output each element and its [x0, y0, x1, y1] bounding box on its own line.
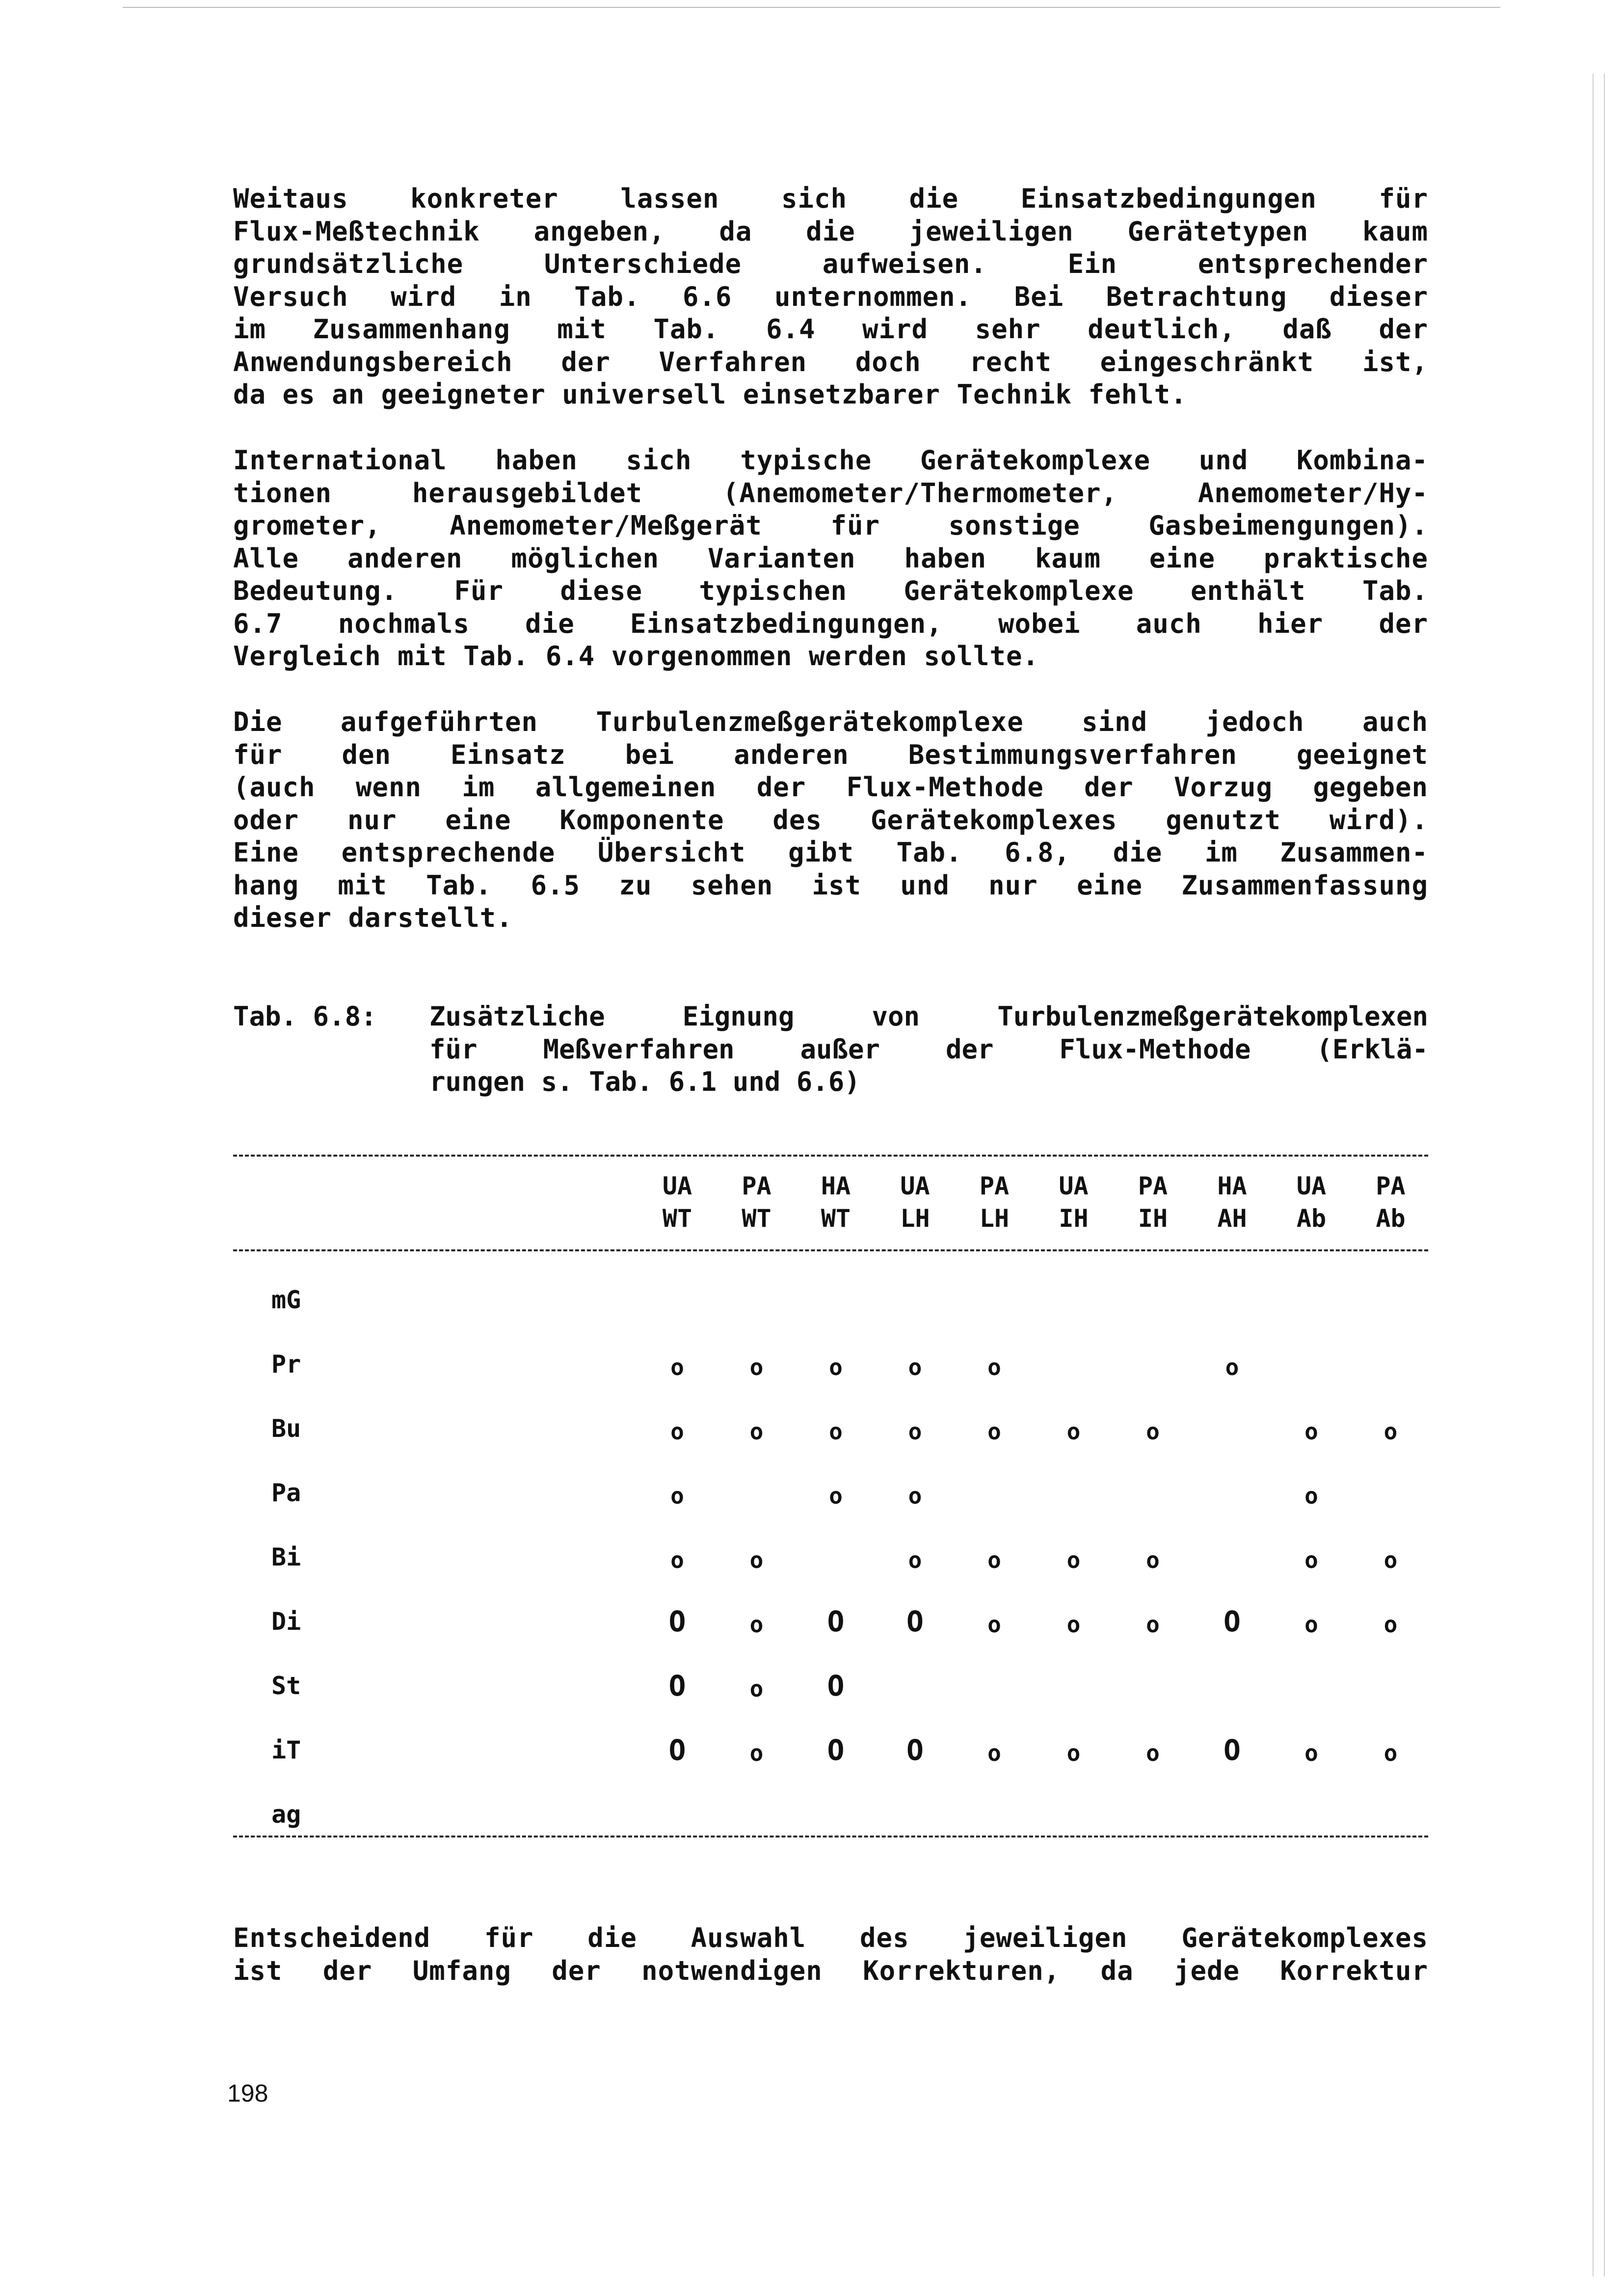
paragraph-1-line: im Zusammenhang mit Tab. 6.4 wird sehr deutlich, daß der: [233, 314, 1428, 345]
table-cell-mark: o: [670, 1483, 684, 1509]
row-label: Di: [271, 1607, 301, 1636]
column-header-top: PA: [1376, 1172, 1406, 1200]
table-cell-mark: o: [1146, 1418, 1160, 1445]
row-label: Bu: [271, 1414, 301, 1443]
table-cell-mark: o: [749, 1611, 764, 1638]
column-header-bottom: Ab: [1376, 1204, 1406, 1233]
column-header: [960, 1170, 1029, 1235]
table-cell-mark: o: [1384, 1740, 1398, 1766]
table-cell-mark: o: [1146, 1611, 1160, 1638]
table-cell-mark: o: [829, 1354, 843, 1380]
paragraph-2-line: tionen herausgebildet (Anemometer/Thermometer, Anemometer/Hy-: [233, 477, 1428, 509]
paragraph-2-line: 6.7 nochmals die Einsatzbedingungen, wobei auch hier der: [233, 608, 1428, 639]
column-header-bottom: WT: [662, 1204, 692, 1233]
column-header: [643, 1170, 712, 1235]
paragraph-3-line: (auch wenn im allgemeinen der Flux-Methode der Vorzug gegeben: [233, 772, 1428, 803]
table-caption-text: [429, 1000, 1428, 1099]
table-cell-mark: o: [670, 1547, 684, 1573]
table-cell-mark: o: [1304, 1483, 1318, 1509]
paragraph-1-line: grundsätzliche Unterschiede aufweisen. Ein entsprechender: [233, 248, 1428, 279]
column-header-top: UA: [662, 1172, 692, 1200]
caption-line: rungen s. Tab. 6.1 und 6.6): [429, 1066, 860, 1097]
table-cell-mark: o: [1066, 1740, 1081, 1766]
table-cell-mark: o: [749, 1675, 764, 1702]
table-cell-mark: o: [670, 1354, 684, 1380]
column-header-bottom: LH: [900, 1204, 930, 1233]
paragraph-3-line: Eine entsprechende Übersicht gibt Tab. 6.8, die im Zusammen-: [233, 837, 1428, 868]
paragraph-3-line: hang mit Tab. 6.5 zu sehen ist und nur eine Zusammenfassung: [233, 869, 1428, 901]
table-caption-label: Tab. 6.8:: [233, 1001, 377, 1032]
table-cell-mark: o: [749, 1418, 764, 1445]
table-cell-mark: o: [1384, 1611, 1398, 1638]
caption-line: für Meßverfahren außer der Flux-Methode (Erklä-: [429, 1033, 1428, 1065]
table-cell-mark: o: [987, 1740, 1001, 1766]
table-cell-mark: o: [670, 1418, 684, 1445]
column-header-top: PA: [742, 1172, 772, 1200]
table-cell-mark: O: [906, 1733, 924, 1767]
table-top-rule: [233, 1155, 1428, 1157]
table-cell-mark: o: [829, 1483, 843, 1509]
paragraph-1-line: Versuch wird in Tab. 6.6 unternommen. Bei Betrachtung dieser: [233, 281, 1428, 312]
table-cell-mark: O: [668, 1605, 686, 1638]
scan-right-edge: [1593, 74, 1594, 2276]
scan-right-edge-2: [1604, 74, 1605, 2276]
table-cell-mark: O: [827, 1733, 845, 1767]
table-header-rule: [233, 1249, 1428, 1251]
table-cell-mark: o: [987, 1611, 1001, 1638]
table-cell-mark: O: [827, 1605, 845, 1638]
column-header-bottom: LH: [979, 1204, 1010, 1233]
column-header: [881, 1170, 950, 1235]
table-cell-mark: O: [1224, 1605, 1241, 1638]
table-cell-mark: O: [1224, 1733, 1241, 1767]
table-cell-mark: o: [1304, 1740, 1318, 1766]
table-cell-mark: o: [908, 1483, 922, 1509]
column-header-top: PA: [1138, 1172, 1168, 1200]
table-cell-mark: o: [908, 1418, 922, 1445]
paragraph-1-line: Weitaus konkreter lassen sich die Einsatzbedingungen für: [233, 183, 1428, 214]
table-cell-mark: O: [827, 1669, 845, 1702]
paragraph-1-line: Anwendungsbereich der Verfahren doch recht eingeschränkt ist,: [233, 346, 1428, 378]
table-cell-mark: o: [749, 1547, 764, 1573]
table-cell-mark: o: [1384, 1418, 1398, 1445]
table-cell-mark: o: [829, 1418, 843, 1445]
paragraph-3: [233, 706, 1428, 935]
caption-line: Zusätzliche Eignung von Turbulenzmeßgerätekomplexen: [429, 1001, 1428, 1032]
paragraph-2-line: Bedeutung. Für diese typischen Gerätekomplexe enthält Tab.: [233, 575, 1428, 606]
column-header-bottom: WT: [821, 1204, 851, 1233]
table-cell-mark: o: [908, 1547, 922, 1573]
paragraph-4-line: Entscheidend für die Auswahl des jeweiligen Gerätekomplexes: [233, 1922, 1428, 1953]
table-cell-mark: o: [1066, 1418, 1081, 1445]
scan-top-edge: [123, 7, 1500, 8]
table-cell-mark: o: [1384, 1547, 1398, 1573]
paragraph-1-line: da es an geeigneter universell einsetzbarer Technik fehlt.: [233, 379, 1187, 410]
page-number: 198: [227, 2080, 268, 2107]
paragraph-2-line: Vergleich mit Tab. 6.4 vorgenommen werden sollte.: [233, 641, 1039, 672]
column-header: [722, 1170, 791, 1235]
paragraph-2: [233, 444, 1428, 673]
paragraph-2-line: grometer, Anemometer/Meßgerät für sonstige Gasbeimengungen).: [233, 510, 1428, 541]
paragraph-1: [233, 183, 1428, 411]
row-label: St: [271, 1672, 301, 1700]
table-cell-mark: o: [987, 1354, 1001, 1380]
table-bottom-rule: [233, 1836, 1428, 1837]
table-cell-mark: o: [749, 1354, 764, 1380]
table-cell-mark: O: [668, 1669, 686, 1702]
row-label: Pr: [271, 1350, 301, 1378]
table-cell-mark: o: [987, 1547, 1001, 1573]
paragraph-2-line: International haben sich typische Gerätekomplexe und Kombina-: [233, 445, 1428, 476]
table-cell-mark: o: [1146, 1740, 1160, 1766]
row-label: iT: [271, 1736, 301, 1764]
column-header: [1357, 1170, 1425, 1235]
column-header-bottom: AH: [1217, 1204, 1247, 1233]
column-header: [1118, 1170, 1187, 1235]
column-header-bottom: WT: [742, 1204, 772, 1233]
column-header: [1198, 1170, 1267, 1235]
column-header-top: UA: [1059, 1172, 1089, 1200]
paragraph-3-line: für den Einsatz bei anderen Bestimmungsverfahren geeignet: [233, 739, 1428, 770]
paragraph-4: [233, 1922, 1428, 1987]
row-label: ag: [271, 1800, 301, 1829]
table-cell-mark: o: [1304, 1611, 1318, 1638]
column-header-bottom: IH: [1138, 1204, 1168, 1233]
row-label: Pa: [271, 1479, 301, 1507]
paragraph-3-line: dieser darstellt.: [233, 902, 513, 933]
paragraph-1-line: Flux-Meßtechnik angeben, da die jeweiligen Gerätetypen kaum: [233, 216, 1428, 247]
column-header-bottom: Ab: [1296, 1204, 1327, 1233]
table-cell-mark: o: [1304, 1547, 1318, 1573]
table-cell-mark: o: [987, 1418, 1001, 1445]
table-cell-mark: O: [668, 1733, 686, 1767]
table-cell-mark: o: [1066, 1547, 1081, 1573]
table-cell-mark: o: [908, 1354, 922, 1380]
column-header-top: HA: [1217, 1172, 1247, 1200]
column-header-top: UA: [1296, 1172, 1327, 1200]
row-label: Bi: [271, 1543, 301, 1571]
column-header: [1277, 1170, 1346, 1235]
column-header: [801, 1170, 870, 1235]
column-header-top: UA: [900, 1172, 930, 1200]
table-cell-mark: O: [906, 1605, 924, 1638]
table-cell-mark: o: [1304, 1418, 1318, 1445]
column-header: [1039, 1170, 1108, 1235]
row-label: mG: [271, 1286, 301, 1314]
table-cell-mark: o: [749, 1740, 764, 1766]
paragraph-3-line: Die aufgeführten Turbulenzmeßgerätekomplexe sind jedoch auch: [233, 706, 1428, 737]
table-cell-mark: o: [1066, 1611, 1081, 1638]
column-header-top: HA: [821, 1172, 851, 1200]
column-header-bottom: IH: [1059, 1204, 1089, 1233]
paragraph-2-line: Alle anderen möglichen Varianten haben kaum eine praktische: [233, 542, 1428, 574]
column-header-top: PA: [979, 1172, 1010, 1200]
table-cell-mark: o: [1146, 1547, 1160, 1573]
paragraph-4-line: ist der Umfang der notwendigen Korrekturen, da jede Korrektur: [233, 1955, 1428, 1986]
paragraph-3-line: oder nur eine Komponente des Gerätekomplexes genutzt wird).: [233, 804, 1428, 836]
table-cell-mark: o: [1225, 1354, 1239, 1380]
